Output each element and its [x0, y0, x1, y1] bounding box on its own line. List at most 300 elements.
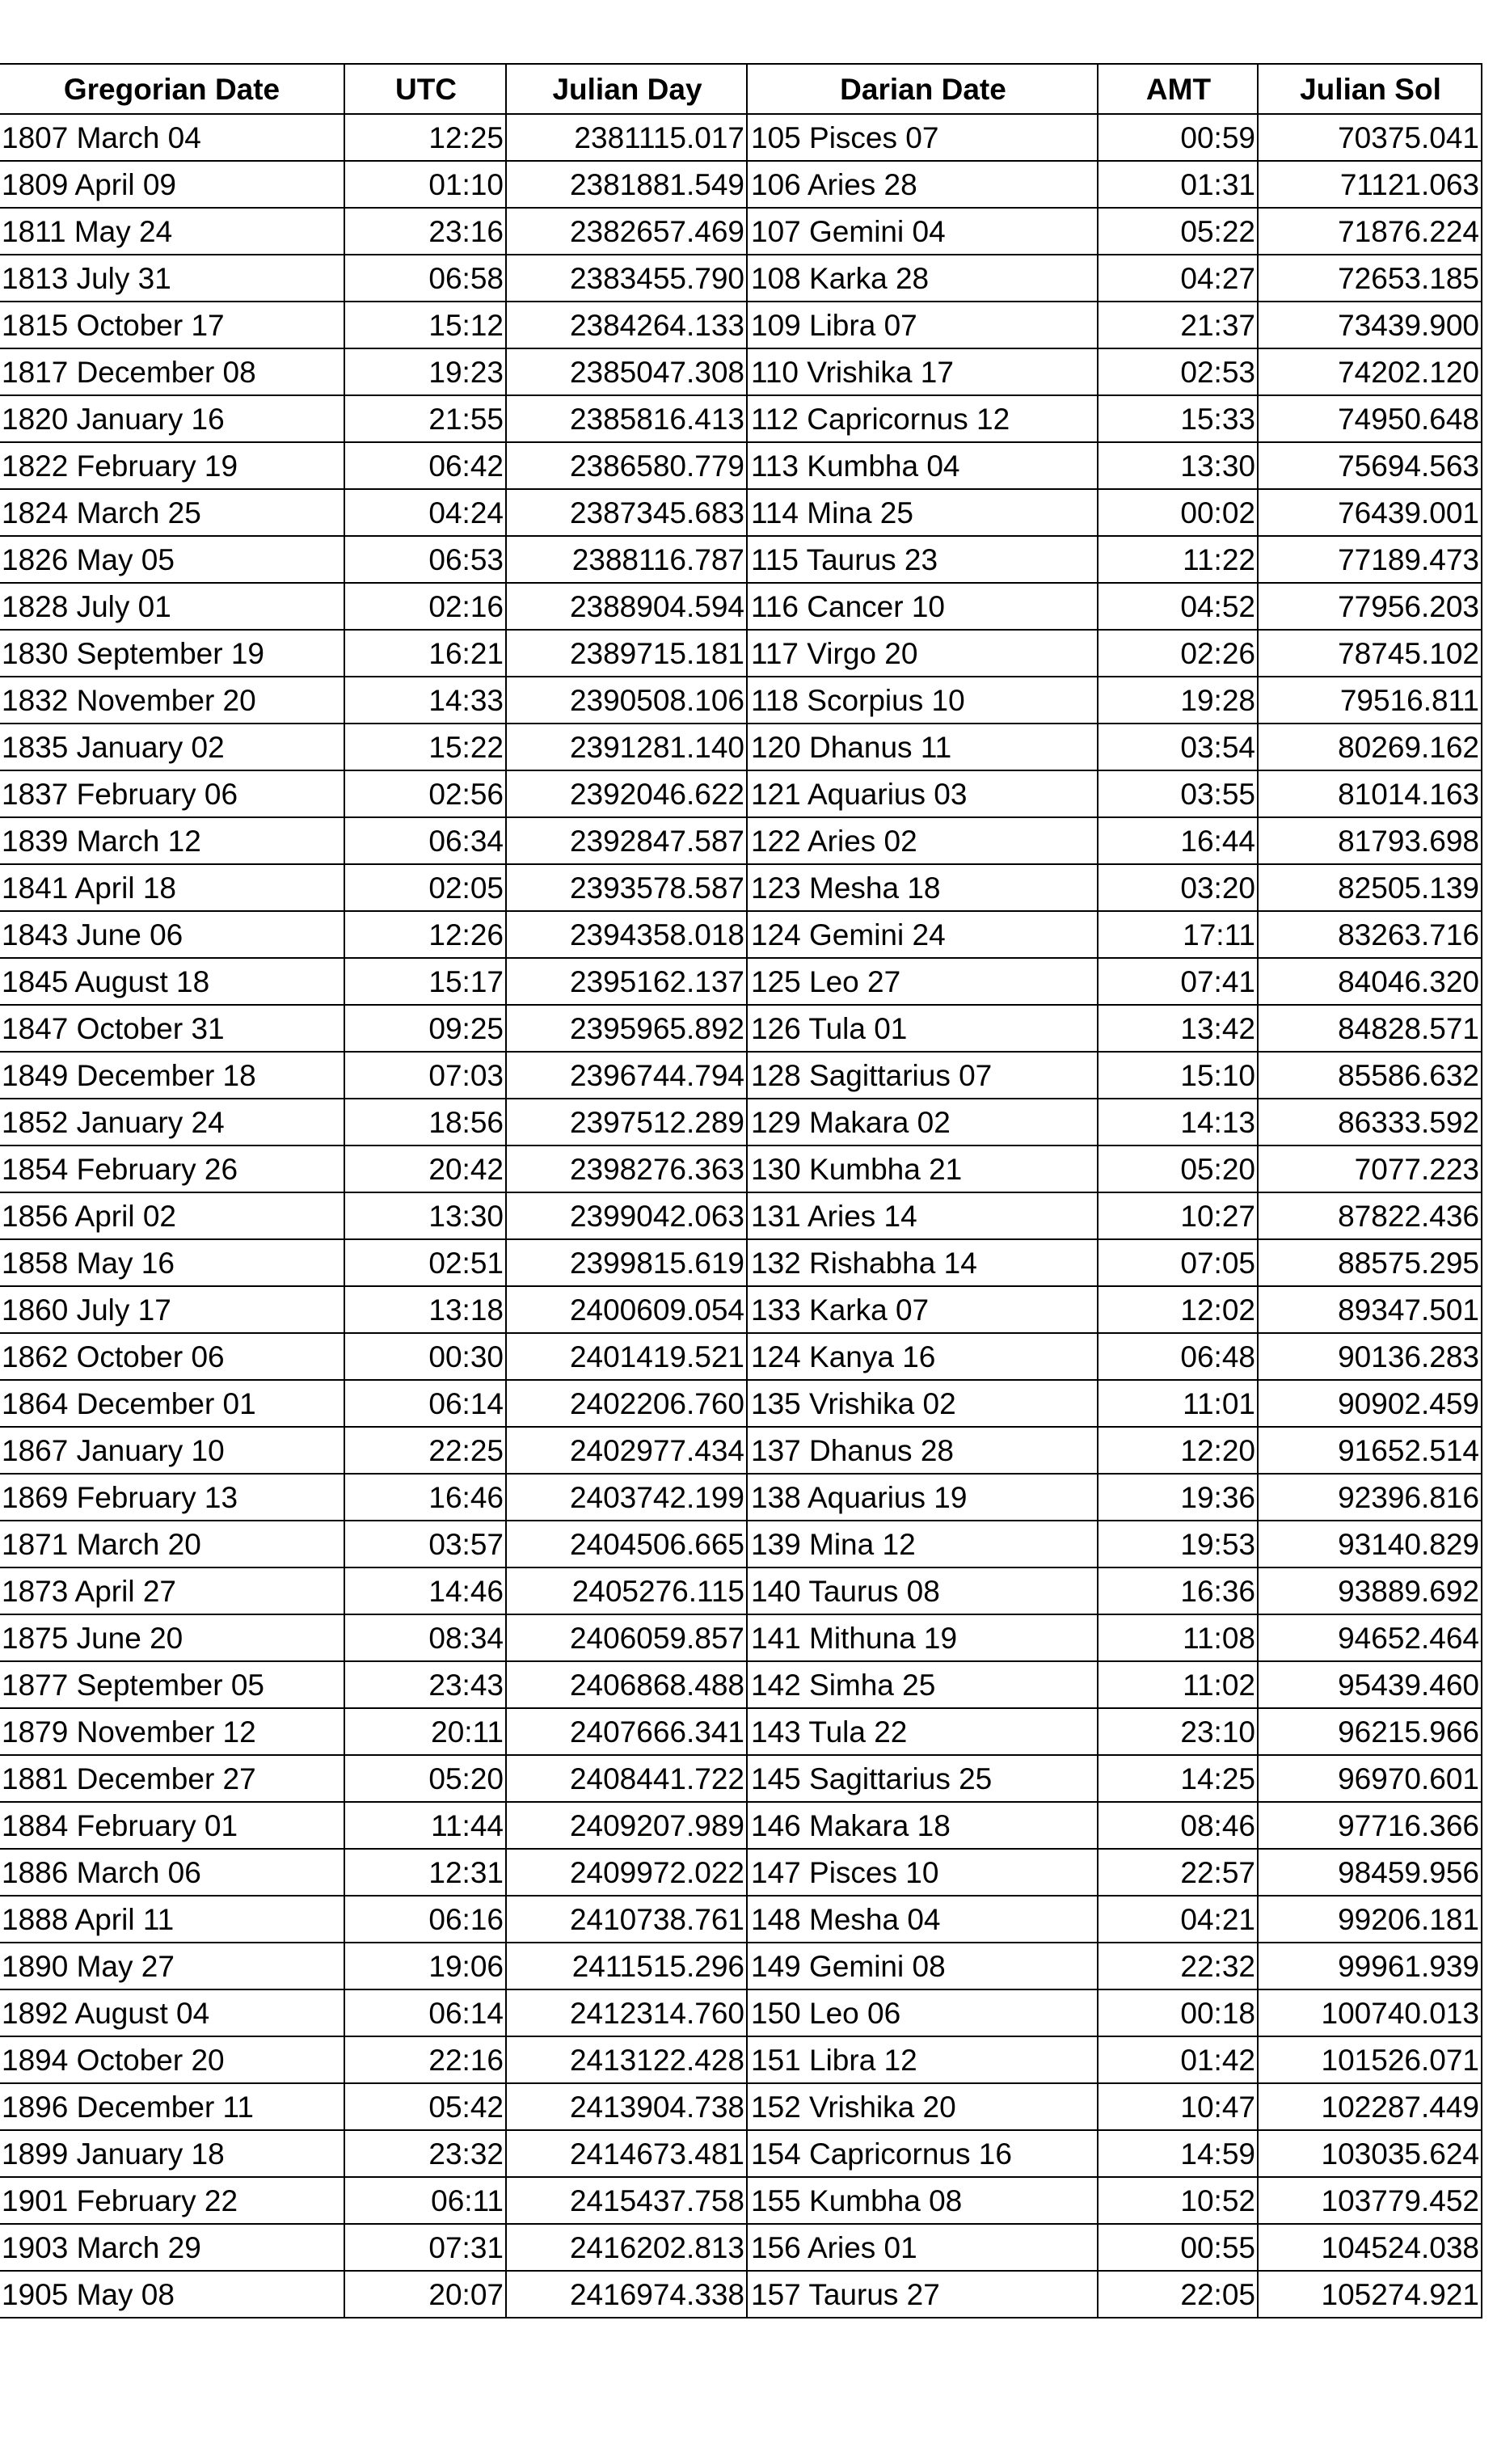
cell-gregorian-date: 1890 May 27 — [0, 1943, 344, 1989]
cell-julian-sol: 93140.829 — [1258, 1521, 1482, 1567]
table-row — [0, 255, 1482, 302]
cell-darian-date: 123 Mesha 18 — [747, 864, 1098, 911]
cell-julian-sol: 70375.041 — [1258, 114, 1482, 161]
cell-julian-day: 2399815.619 — [506, 1239, 747, 1286]
cell-utc: 11:44 — [344, 1802, 506, 1849]
cell-utc: 21:55 — [344, 395, 506, 442]
cell-utc: 06:16 — [344, 1896, 506, 1943]
cell-amt: 04:27 — [1098, 255, 1258, 302]
cell-julian-day: 2410738.761 — [506, 1896, 747, 1943]
table-row — [0, 677, 1482, 724]
cell-julian-sol: 87822.436 — [1258, 1192, 1482, 1239]
cell-amt: 04:52 — [1098, 583, 1258, 630]
table-row — [0, 1239, 1482, 1286]
cell-amt: 04:21 — [1098, 1896, 1258, 1943]
cell-gregorian-date: 1901 February 22 — [0, 2177, 344, 2224]
cell-julian-day: 2381881.549 — [506, 161, 747, 208]
cell-utc: 01:10 — [344, 161, 506, 208]
cell-utc: 16:46 — [344, 1474, 506, 1521]
table-row — [0, 208, 1482, 255]
cell-gregorian-date: 1873 April 27 — [0, 1567, 344, 1614]
cell-julian-day: 2408441.722 — [506, 1755, 747, 1802]
cell-julian-day: 2383455.790 — [506, 255, 747, 302]
cell-utc: 23:32 — [344, 2130, 506, 2177]
cell-amt: 11:08 — [1098, 1614, 1258, 1661]
cell-gregorian-date: 1835 January 02 — [0, 724, 344, 770]
cell-gregorian-date: 1841 April 18 — [0, 864, 344, 911]
cell-julian-sol: 76439.001 — [1258, 489, 1482, 536]
table-row — [0, 1146, 1482, 1192]
cell-julian-day: 2382657.469 — [506, 208, 747, 255]
cell-julian-sol: 88575.295 — [1258, 1239, 1482, 1286]
cell-julian-day: 2394358.018 — [506, 911, 747, 958]
table-row — [0, 1708, 1482, 1755]
cell-darian-date: 114 Mina 25 — [747, 489, 1098, 536]
table-row — [0, 1802, 1482, 1849]
cell-darian-date: 141 Mithuna 19 — [747, 1614, 1098, 1661]
cell-utc: 12:31 — [344, 1849, 506, 1896]
cell-julian-day: 2381115.017 — [506, 114, 747, 161]
table-row — [0, 1474, 1482, 1521]
table-row — [0, 161, 1482, 208]
cell-julian-day: 2399042.063 — [506, 1192, 747, 1239]
cell-utc: 06:58 — [344, 255, 506, 302]
cell-julian-sol: 93889.692 — [1258, 1567, 1482, 1614]
cell-julian-day: 2405276.115 — [506, 1567, 747, 1614]
cell-gregorian-date: 1849 December 18 — [0, 1052, 344, 1099]
cell-darian-date: 135 Vrishika 02 — [747, 1380, 1098, 1427]
cell-julian-sol: 7077.223 — [1258, 1146, 1482, 1192]
cell-amt: 14:13 — [1098, 1099, 1258, 1146]
cell-gregorian-date: 1884 February 01 — [0, 1802, 344, 1849]
cell-utc: 19:06 — [344, 1943, 506, 1989]
table-row — [0, 724, 1482, 770]
cell-julian-sol: 103035.624 — [1258, 2130, 1482, 2177]
cell-julian-sol: 79516.811 — [1258, 677, 1482, 724]
cell-gregorian-date: 1813 July 31 — [0, 255, 344, 302]
cell-julian-sol: 100740.013 — [1258, 1989, 1482, 2036]
table-row — [0, 302, 1482, 348]
cell-utc: 02:16 — [344, 583, 506, 630]
cell-gregorian-date: 1828 July 01 — [0, 583, 344, 630]
cell-julian-day: 2413904.738 — [506, 2083, 747, 2130]
table-row — [0, 1286, 1482, 1333]
cell-darian-date: 113 Kumbha 04 — [747, 442, 1098, 489]
cell-julian-sol: 81793.698 — [1258, 817, 1482, 864]
cell-utc: 09:25 — [344, 1005, 506, 1052]
cell-darian-date: 146 Makara 18 — [747, 1802, 1098, 1849]
cell-julian-sol: 98459.956 — [1258, 1849, 1482, 1896]
cell-utc: 15:22 — [344, 724, 506, 770]
cell-julian-sol: 103779.452 — [1258, 2177, 1482, 2224]
cell-gregorian-date: 1807 March 04 — [0, 114, 344, 161]
cell-darian-date: 147 Pisces 10 — [747, 1849, 1098, 1896]
table-row — [0, 1567, 1482, 1614]
cell-darian-date: 152 Vrishika 20 — [747, 2083, 1098, 2130]
cell-darian-date: 148 Mesha 04 — [747, 1896, 1098, 1943]
cell-darian-date: 156 Aries 01 — [747, 2224, 1098, 2271]
cell-utc: 13:30 — [344, 1192, 506, 1239]
table-row — [0, 2177, 1482, 2224]
table-row — [0, 1099, 1482, 1146]
cell-darian-date: 115 Taurus 23 — [747, 536, 1098, 583]
cell-utc: 08:34 — [344, 1614, 506, 1661]
cell-utc: 00:30 — [344, 1333, 506, 1380]
cell-gregorian-date: 1854 February 26 — [0, 1146, 344, 1192]
cell-amt: 00:02 — [1098, 489, 1258, 536]
table-row — [0, 770, 1482, 817]
cell-utc: 06:42 — [344, 442, 506, 489]
cell-julian-sol: 102287.449 — [1258, 2083, 1482, 2130]
cell-julian-day: 2392046.622 — [506, 770, 747, 817]
cell-gregorian-date: 1867 January 10 — [0, 1427, 344, 1474]
table-row — [0, 1614, 1482, 1661]
cell-amt: 08:46 — [1098, 1802, 1258, 1849]
cell-amt: 05:22 — [1098, 208, 1258, 255]
cell-amt: 07:05 — [1098, 1239, 1258, 1286]
cell-gregorian-date: 1875 June 20 — [0, 1614, 344, 1661]
cell-darian-date: 110 Vrishika 17 — [747, 348, 1098, 395]
cell-julian-sol: 71876.224 — [1258, 208, 1482, 255]
cell-julian-sol: 96970.601 — [1258, 1755, 1482, 1802]
cell-gregorian-date: 1858 May 16 — [0, 1239, 344, 1286]
cell-darian-date: 116 Cancer 10 — [747, 583, 1098, 630]
cell-julian-day: 2396744.794 — [506, 1052, 747, 1099]
cell-utc: 05:20 — [344, 1755, 506, 1802]
header-julian-day: Julian Day — [506, 64, 747, 114]
cell-darian-date: 132 Rishabha 14 — [747, 1239, 1098, 1286]
cell-amt: 06:48 — [1098, 1333, 1258, 1380]
cell-julian-sol: 78745.102 — [1258, 630, 1482, 677]
cell-julian-day: 2402977.434 — [506, 1427, 747, 1474]
table-row — [0, 1380, 1482, 1427]
cell-amt: 19:28 — [1098, 677, 1258, 724]
cell-utc: 02:05 — [344, 864, 506, 911]
cell-gregorian-date: 1905 May 08 — [0, 2271, 344, 2318]
cell-amt: 00:59 — [1098, 114, 1258, 161]
cell-julian-sol: 84046.320 — [1258, 958, 1482, 1005]
cell-julian-day: 2387345.683 — [506, 489, 747, 536]
cell-julian-sol: 83263.716 — [1258, 911, 1482, 958]
table-row — [0, 911, 1482, 958]
table-row — [0, 1192, 1482, 1239]
cell-gregorian-date: 1817 December 08 — [0, 348, 344, 395]
cell-gregorian-date: 1820 January 16 — [0, 395, 344, 442]
cell-gregorian-date: 1815 October 17 — [0, 302, 344, 348]
cell-julian-sol: 77956.203 — [1258, 583, 1482, 630]
cell-darian-date: 125 Leo 27 — [747, 958, 1098, 1005]
cell-gregorian-date: 1881 December 27 — [0, 1755, 344, 1802]
cell-utc: 22:25 — [344, 1427, 506, 1474]
cell-utc: 06:34 — [344, 817, 506, 864]
cell-amt: 00:18 — [1098, 1989, 1258, 2036]
cell-utc: 02:56 — [344, 770, 506, 817]
cell-julian-sol: 74202.120 — [1258, 348, 1482, 395]
cell-gregorian-date: 1860 July 17 — [0, 1286, 344, 1333]
cell-julian-day: 2404506.665 — [506, 1521, 747, 1567]
cell-julian-sol: 84828.571 — [1258, 1005, 1482, 1052]
cell-utc: 14:33 — [344, 677, 506, 724]
cell-amt: 03:20 — [1098, 864, 1258, 911]
cell-julian-day: 2397512.289 — [506, 1099, 747, 1146]
cell-gregorian-date: 1843 June 06 — [0, 911, 344, 958]
cell-julian-sol: 90136.283 — [1258, 1333, 1482, 1380]
table-row — [0, 1005, 1482, 1052]
cell-gregorian-date: 1886 March 06 — [0, 1849, 344, 1896]
cell-gregorian-date: 1899 January 18 — [0, 2130, 344, 2177]
cell-amt: 14:25 — [1098, 1755, 1258, 1802]
cell-amt: 15:10 — [1098, 1052, 1258, 1099]
header-row — [0, 64, 1482, 114]
cell-utc: 23:16 — [344, 208, 506, 255]
cell-utc: 13:18 — [344, 1286, 506, 1333]
cell-gregorian-date: 1830 September 19 — [0, 630, 344, 677]
cell-darian-date: 121 Aquarius 03 — [747, 770, 1098, 817]
cell-gregorian-date: 1837 February 06 — [0, 770, 344, 817]
cell-utc: 07:03 — [344, 1052, 506, 1099]
header-darian-date: Darian Date — [747, 64, 1098, 114]
cell-julian-day: 2395965.892 — [506, 1005, 747, 1052]
cell-julian-sol: 101526.071 — [1258, 2036, 1482, 2083]
cell-julian-sol: 74950.648 — [1258, 395, 1482, 442]
cell-amt: 16:44 — [1098, 817, 1258, 864]
cell-amt: 11:01 — [1098, 1380, 1258, 1427]
cell-julian-sol: 75694.563 — [1258, 442, 1482, 489]
table-row — [0, 1755, 1482, 1802]
cell-darian-date: 128 Sagittarius 07 — [747, 1052, 1098, 1099]
cell-amt: 23:10 — [1098, 1708, 1258, 1755]
cell-julian-sol: 82505.139 — [1258, 864, 1482, 911]
cell-darian-date: 131 Aries 14 — [747, 1192, 1098, 1239]
table-row — [0, 1521, 1482, 1567]
cell-utc: 16:21 — [344, 630, 506, 677]
cell-julian-day: 2416974.338 — [506, 2271, 747, 2318]
table-row — [0, 583, 1482, 630]
cell-julian-day: 2406868.488 — [506, 1661, 747, 1708]
cell-julian-day: 2390508.106 — [506, 677, 747, 724]
cell-julian-sol: 96215.966 — [1258, 1708, 1482, 1755]
cell-julian-sol: 97716.366 — [1258, 1802, 1482, 1849]
cell-darian-date: 117 Virgo 20 — [747, 630, 1098, 677]
header-amt: AMT — [1098, 64, 1258, 114]
cell-gregorian-date: 1877 September 05 — [0, 1661, 344, 1708]
cell-julian-day: 2416202.813 — [506, 2224, 747, 2271]
cell-amt: 13:30 — [1098, 442, 1258, 489]
cell-julian-day: 2414673.481 — [506, 2130, 747, 2177]
cell-darian-date: 124 Gemini 24 — [747, 911, 1098, 958]
table-row — [0, 817, 1482, 864]
cell-gregorian-date: 1856 April 02 — [0, 1192, 344, 1239]
cell-gregorian-date: 1824 March 25 — [0, 489, 344, 536]
table-row — [0, 864, 1482, 911]
cell-gregorian-date: 1822 February 19 — [0, 442, 344, 489]
cell-amt: 16:36 — [1098, 1567, 1258, 1614]
cell-utc: 06:14 — [344, 1989, 506, 2036]
cell-julian-sol: 99961.939 — [1258, 1943, 1482, 1989]
cell-darian-date: 133 Karka 07 — [747, 1286, 1098, 1333]
cell-darian-date: 139 Mina 12 — [747, 1521, 1098, 1567]
cell-darian-date: 124 Kanya 16 — [747, 1333, 1098, 1380]
cell-julian-day: 2389715.181 — [506, 630, 747, 677]
table-row — [0, 1896, 1482, 1943]
cell-gregorian-date: 1894 October 20 — [0, 2036, 344, 2083]
header-utc: UTC — [344, 64, 506, 114]
table-body — [0, 114, 1482, 2318]
cell-darian-date: 122 Aries 02 — [747, 817, 1098, 864]
cell-darian-date: 150 Leo 06 — [747, 1989, 1098, 2036]
table-row — [0, 1333, 1482, 1380]
cell-julian-sol: 71121.063 — [1258, 161, 1482, 208]
cell-julian-day: 2393578.587 — [506, 864, 747, 911]
cell-gregorian-date: 1847 October 31 — [0, 1005, 344, 1052]
cell-gregorian-date: 1839 March 12 — [0, 817, 344, 864]
cell-julian-day: 2386580.779 — [506, 442, 747, 489]
cell-julian-day: 2384264.133 — [506, 302, 747, 348]
cell-amt: 22:57 — [1098, 1849, 1258, 1896]
cell-gregorian-date: 1864 December 01 — [0, 1380, 344, 1427]
cell-julian-day: 2415437.758 — [506, 2177, 747, 2224]
cell-julian-day: 2388904.594 — [506, 583, 747, 630]
table-row — [0, 442, 1482, 489]
cell-amt: 01:31 — [1098, 161, 1258, 208]
cell-darian-date: 149 Gemini 08 — [747, 1943, 1098, 1989]
cell-darian-date: 109 Libra 07 — [747, 302, 1098, 348]
cell-darian-date: 143 Tula 22 — [747, 1708, 1098, 1755]
cell-darian-date: 157 Taurus 27 — [747, 2271, 1098, 2318]
header-julian-sol: Julian Sol — [1258, 64, 1482, 114]
cell-julian-sol: 89347.501 — [1258, 1286, 1482, 1333]
cell-amt: 10:27 — [1098, 1192, 1258, 1239]
cell-amt: 15:33 — [1098, 395, 1258, 442]
cell-julian-day: 2398276.363 — [506, 1146, 747, 1192]
cell-darian-date: 145 Sagittarius 25 — [747, 1755, 1098, 1802]
cell-darian-date: 155 Kumbha 08 — [747, 2177, 1098, 2224]
cell-darian-date: 126 Tula 01 — [747, 1005, 1098, 1052]
cell-utc: 07:31 — [344, 2224, 506, 2271]
table-row — [0, 2083, 1482, 2130]
table-row — [0, 1943, 1482, 1989]
table-row — [0, 1052, 1482, 1099]
cell-amt: 01:42 — [1098, 2036, 1258, 2083]
table-row — [0, 536, 1482, 583]
cell-julian-day: 2388116.787 — [506, 536, 747, 583]
header-gregorian-date: Gregorian Date — [0, 64, 344, 114]
cell-utc: 03:57 — [344, 1521, 506, 1567]
cell-amt: 14:59 — [1098, 2130, 1258, 2177]
cell-darian-date: 106 Aries 28 — [747, 161, 1098, 208]
cell-gregorian-date: 1809 April 09 — [0, 161, 344, 208]
cell-amt: 02:53 — [1098, 348, 1258, 395]
cell-gregorian-date: 1852 January 24 — [0, 1099, 344, 1146]
cell-julian-day: 2385816.413 — [506, 395, 747, 442]
cell-julian-sol: 94652.464 — [1258, 1614, 1482, 1661]
cell-utc: 18:56 — [344, 1099, 506, 1146]
cell-amt: 19:36 — [1098, 1474, 1258, 1521]
cell-amt: 13:42 — [1098, 1005, 1258, 1052]
table-header — [0, 64, 1482, 114]
table-row — [0, 489, 1482, 536]
table-row — [0, 1989, 1482, 2036]
cell-julian-day: 2406059.857 — [506, 1614, 747, 1661]
table-row — [0, 1427, 1482, 1474]
cell-gregorian-date: 1862 October 06 — [0, 1333, 344, 1380]
cell-julian-day: 2395162.137 — [506, 958, 747, 1005]
cell-gregorian-date: 1896 December 11 — [0, 2083, 344, 2130]
cell-julian-day: 2407666.341 — [506, 1708, 747, 1755]
cell-julian-sol: 80269.162 — [1258, 724, 1482, 770]
cell-julian-sol: 105274.921 — [1258, 2271, 1482, 2318]
cell-julian-sol: 95439.460 — [1258, 1661, 1482, 1708]
table-row — [0, 1661, 1482, 1708]
cell-amt: 05:20 — [1098, 1146, 1258, 1192]
cell-julian-sol: 86333.592 — [1258, 1099, 1482, 1146]
cell-amt: 19:53 — [1098, 1521, 1258, 1567]
cell-julian-day: 2409207.989 — [506, 1802, 747, 1849]
cell-utc: 23:43 — [344, 1661, 506, 1708]
cell-amt: 22:05 — [1098, 2271, 1258, 2318]
cell-utc: 20:07 — [344, 2271, 506, 2318]
cell-amt: 12:02 — [1098, 1286, 1258, 1333]
table-row — [0, 2224, 1482, 2271]
cell-gregorian-date: 1903 March 29 — [0, 2224, 344, 2271]
cell-amt: 22:32 — [1098, 1943, 1258, 1989]
cell-julian-day: 2409972.022 — [506, 1849, 747, 1896]
cell-julian-day: 2412314.760 — [506, 1989, 747, 2036]
cell-amt: 00:55 — [1098, 2224, 1258, 2271]
cell-julian-sol: 73439.900 — [1258, 302, 1482, 348]
cell-julian-day: 2411515.296 — [506, 1943, 747, 1989]
cell-julian-day: 2403742.199 — [506, 1474, 747, 1521]
cell-julian-day: 2400609.054 — [506, 1286, 747, 1333]
cell-utc: 19:23 — [344, 348, 506, 395]
cell-utc: 04:24 — [344, 489, 506, 536]
cell-darian-date: 105 Pisces 07 — [747, 114, 1098, 161]
cell-utc: 05:42 — [344, 2083, 506, 2130]
cell-julian-day: 2392847.587 — [506, 817, 747, 864]
cell-utc: 20:11 — [344, 1708, 506, 1755]
cell-darian-date: 151 Libra 12 — [747, 2036, 1098, 2083]
cell-gregorian-date: 1845 August 18 — [0, 958, 344, 1005]
cell-julian-sol: 90902.459 — [1258, 1380, 1482, 1427]
cell-julian-day: 2413122.428 — [506, 2036, 747, 2083]
cell-julian-day: 2385047.308 — [506, 348, 747, 395]
cell-julian-sol: 81014.163 — [1258, 770, 1482, 817]
cell-amt: 21:37 — [1098, 302, 1258, 348]
cell-julian-day: 2391281.140 — [506, 724, 747, 770]
calendar-conversion-table — [0, 63, 1482, 2318]
cell-gregorian-date: 1888 April 11 — [0, 1896, 344, 1943]
cell-amt: 10:47 — [1098, 2083, 1258, 2130]
cell-utc: 22:16 — [344, 2036, 506, 2083]
cell-darian-date: 107 Gemini 04 — [747, 208, 1098, 255]
cell-gregorian-date: 1832 November 20 — [0, 677, 344, 724]
cell-darian-date: 129 Makara 02 — [747, 1099, 1098, 1146]
cell-darian-date: 138 Aquarius 19 — [747, 1474, 1098, 1521]
cell-julian-day: 2401419.521 — [506, 1333, 747, 1380]
cell-gregorian-date: 1811 May 24 — [0, 208, 344, 255]
cell-utc: 15:17 — [344, 958, 506, 1005]
cell-utc: 06:14 — [344, 1380, 506, 1427]
cell-utc: 12:26 — [344, 911, 506, 958]
table-row — [0, 2271, 1482, 2318]
table-row — [0, 2036, 1482, 2083]
cell-amt: 02:26 — [1098, 630, 1258, 677]
cell-gregorian-date: 1826 May 05 — [0, 536, 344, 583]
cell-utc: 20:42 — [344, 1146, 506, 1192]
cell-amt: 03:54 — [1098, 724, 1258, 770]
cell-utc: 15:12 — [344, 302, 506, 348]
cell-julian-day: 2402206.760 — [506, 1380, 747, 1427]
